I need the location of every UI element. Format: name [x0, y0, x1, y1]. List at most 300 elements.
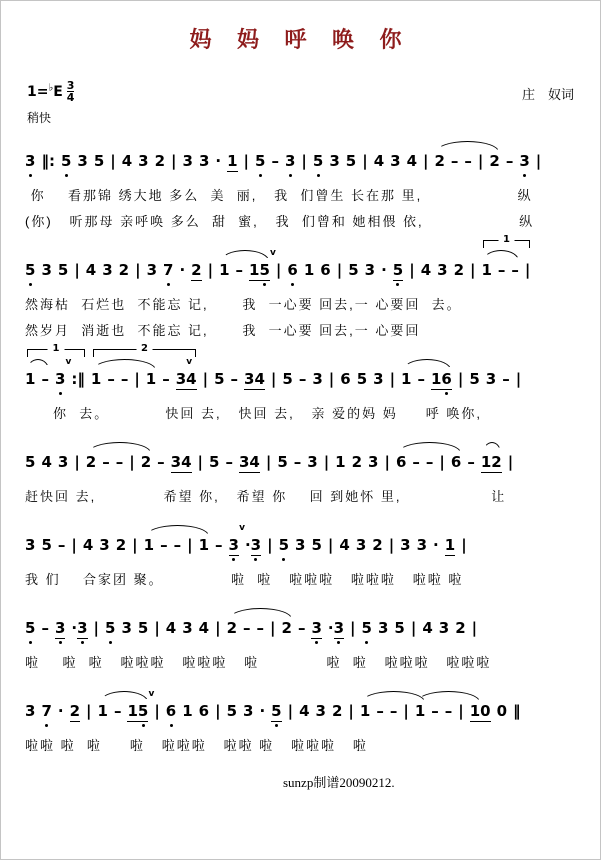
- note: 2: [489, 152, 499, 178]
- breath-mark: v: [239, 523, 245, 533]
- octave-spacer: [119, 281, 129, 287]
- barline: |: [74, 261, 79, 287]
- low-octave-dot: [41, 722, 51, 728]
- octave-spacer: [134, 390, 139, 396]
- octave-spacer: [215, 639, 220, 645]
- note: 4: [299, 702, 309, 728]
- octave-spacer: [179, 281, 185, 287]
- note: 6: [340, 370, 350, 396]
- note: 4: [83, 536, 93, 562]
- octave-spacer: [282, 390, 292, 396]
- barline: |: [478, 152, 483, 178]
- octave-spacer: [328, 556, 333, 562]
- barline: |: [350, 619, 355, 645]
- note: 4: [254, 370, 264, 396]
- octave-spacer: [400, 556, 410, 562]
- note: 3: [58, 453, 68, 479]
- octave-spacer: [421, 281, 431, 287]
- note: 3: [171, 453, 181, 479]
- note: 3 v: [55, 370, 65, 396]
- note: 2: [155, 152, 165, 178]
- octave-spacer: [162, 390, 170, 396]
- time-signature: $\frac{3}{4}$: [66, 79, 75, 104]
- music-line: [25, 680, 590, 754]
- note: 3: [285, 152, 295, 178]
- note: 1: [431, 370, 441, 396]
- octave-spacer: [181, 473, 191, 479]
- note: 1: [304, 261, 314, 287]
- note: ·: [71, 619, 77, 645]
- low-octave-dot: [393, 281, 403, 287]
- octave-spacer: [356, 556, 366, 562]
- note: 5: [227, 702, 237, 728]
- octave-spacer: [439, 639, 449, 645]
- octave-spacer: [455, 639, 465, 645]
- transcriber-credit: sunzp制谱20090212.: [283, 775, 395, 790]
- octave-spacer: [215, 172, 221, 178]
- octave-spacer: [365, 281, 375, 287]
- octave-spacer: [350, 639, 355, 645]
- octave-spacer: [434, 172, 444, 178]
- note: 5: [313, 152, 323, 178]
- octave-spacer: [243, 722, 253, 728]
- note: –: [299, 370, 307, 396]
- octave-spacer: [41, 639, 49, 645]
- octave-spacer: [409, 281, 414, 287]
- barline: |: [348, 702, 353, 728]
- octave-spacer: [426, 473, 434, 479]
- octave-spacer: [191, 281, 201, 287]
- octave-spacer: [144, 556, 154, 562]
- note: 1: [146, 370, 156, 396]
- lyrics-row: 然海枯 石烂也 不能忘 记, 我 一心要 回去,一 心要回 去。: [25, 297, 462, 312]
- note: 6: [199, 702, 209, 728]
- barline: |: [324, 453, 329, 479]
- octave-spacer: [339, 556, 349, 562]
- octave-spacer: [147, 281, 157, 287]
- octave-spacer: [116, 556, 126, 562]
- barline: |: [187, 536, 192, 562]
- note: 3: [519, 152, 529, 178]
- lyrics-row: 赶快回 去, 希望 你, 希望 你 回 到她怀 里, 让: [25, 489, 507, 504]
- barline: |: [329, 370, 334, 396]
- octave-spacer: [389, 556, 394, 562]
- barline: |: [132, 536, 137, 562]
- note: 4: [166, 619, 176, 645]
- octave-spacer: [348, 281, 358, 287]
- octave-spacer: [186, 390, 196, 396]
- octave-spacer: [320, 281, 330, 287]
- note: 3: [400, 536, 410, 562]
- note: –: [294, 453, 302, 479]
- octave-spacer: [396, 473, 406, 479]
- octave-spacer: [458, 722, 463, 728]
- octave-spacer: [187, 556, 192, 562]
- slur-arc: [483, 442, 501, 453]
- note: ·: [328, 619, 334, 645]
- note: 5: [394, 619, 404, 645]
- music-line: [25, 130, 590, 230]
- note: –: [298, 619, 306, 645]
- note: 4: [199, 619, 209, 645]
- barline: |: [71, 536, 76, 562]
- barline: |: [458, 702, 463, 728]
- octave-spacer: [431, 390, 441, 396]
- octave-spacer: [155, 172, 165, 178]
- barline: |: [472, 619, 477, 645]
- low-octave-dot: [255, 172, 265, 178]
- octave-spacer: [536, 172, 541, 178]
- note: 5: [346, 152, 356, 178]
- octave-spacer: [41, 281, 51, 287]
- lyrics-row: 啦 啦 啦 啦啦啦 啦啦啦 啦 啦 啦 啦啦啦 啦啦啦: [25, 655, 492, 670]
- note: 1: [481, 453, 491, 479]
- note: 6: [451, 453, 461, 479]
- octave-spacer: [160, 556, 168, 562]
- music-line: [25, 234, 590, 339]
- low-octave-dot: [519, 172, 529, 178]
- note: 5: [362, 619, 372, 645]
- barline: |: [203, 370, 208, 396]
- octave-spacer: [516, 390, 521, 396]
- octave-spacer: [25, 473, 35, 479]
- note: 5: [255, 152, 265, 178]
- tempo-marking: 稍快: [27, 111, 52, 125]
- octave-spacer: [357, 390, 367, 396]
- octave-spacer: [376, 722, 384, 728]
- octave-spacer: [491, 473, 501, 479]
- note: 1: [481, 261, 491, 287]
- barline: |: [328, 536, 333, 562]
- note: –: [506, 152, 514, 178]
- note: 2: [86, 453, 96, 479]
- octave-spacer: [467, 473, 475, 479]
- octave-spacer: [472, 639, 477, 645]
- octave-spacer: [127, 722, 137, 728]
- note: ·: [245, 536, 251, 562]
- barline: |: [384, 453, 389, 479]
- octave-spacer: [525, 281, 530, 287]
- barline: |: [390, 370, 395, 396]
- octave-spacer: [486, 390, 496, 396]
- low-octave-dot: [362, 639, 372, 645]
- octave-spacer: [407, 172, 417, 178]
- octave-spacer: [176, 390, 186, 396]
- note: –: [231, 370, 239, 396]
- breath-mark: v: [148, 689, 155, 699]
- octave-spacer: [372, 556, 382, 562]
- slur-arc: [93, 359, 156, 370]
- note: 4: [407, 152, 417, 178]
- low-octave-dot: [311, 639, 321, 645]
- note: –: [243, 619, 251, 645]
- octave-spacer: [227, 722, 237, 728]
- note: –: [511, 261, 519, 287]
- note: 4: [186, 370, 196, 396]
- octave-spacer: [102, 473, 110, 479]
- octave-spacer: [348, 722, 353, 728]
- octave-spacer: [417, 390, 425, 396]
- barline: |: [337, 261, 342, 287]
- notation-row: [25, 523, 590, 562]
- note: 3 v: [229, 536, 239, 562]
- octave-spacer: [199, 556, 209, 562]
- octave-spacer: [511, 281, 519, 287]
- note: –: [174, 536, 182, 562]
- note: 1: [335, 453, 345, 479]
- slur-arc: [88, 442, 151, 453]
- octave-spacer: [129, 473, 134, 479]
- note: 1: [144, 536, 154, 562]
- barline: |: [94, 619, 99, 645]
- note: 1: [219, 261, 229, 287]
- note: 3: [295, 536, 305, 562]
- octave-spacer: [70, 722, 80, 728]
- octave-spacer: [257, 639, 265, 645]
- note: 3: [486, 370, 496, 396]
- low-octave-dot: [25, 639, 35, 645]
- note: –: [102, 453, 110, 479]
- note: 5 v: [259, 261, 269, 287]
- note: 3 v: [176, 370, 186, 396]
- slur-arc: [362, 691, 425, 702]
- slur-arc: [221, 250, 269, 261]
- barline: |: [288, 702, 293, 728]
- octave-spacer: [74, 281, 79, 287]
- note: 5: [277, 453, 287, 479]
- note: 5: [105, 619, 115, 645]
- note: 5: [138, 619, 148, 645]
- note: 5: [357, 370, 367, 396]
- note: 4: [374, 152, 384, 178]
- note: 5: [393, 261, 403, 287]
- octave-spacer: [58, 722, 64, 728]
- barline: |: [267, 536, 272, 562]
- note: 5 v: [138, 702, 148, 728]
- barline: |: [516, 370, 521, 396]
- note: 1: [199, 536, 209, 562]
- octave-spacer: [352, 473, 362, 479]
- note: 5: [61, 152, 71, 178]
- octave-spacer: [146, 390, 156, 396]
- octave-spacer: [71, 390, 85, 396]
- note: –: [215, 536, 223, 562]
- barline: |: [266, 453, 271, 479]
- barline: |: [301, 152, 306, 178]
- low-octave-dot: [55, 390, 65, 396]
- breath-mark: v: [186, 357, 193, 367]
- note: ·: [179, 261, 185, 287]
- score: [1, 130, 600, 754]
- note: –: [417, 370, 425, 396]
- octave-spacer: [138, 172, 148, 178]
- octave-spacer: [86, 281, 96, 287]
- octave-spacer: [422, 639, 432, 645]
- octave-spacer: [98, 722, 108, 728]
- octave-spacer: [121, 390, 129, 396]
- note: 3: [41, 261, 51, 287]
- barline: |: [271, 370, 276, 396]
- note: 3: [147, 261, 157, 287]
- low-octave-dot: [166, 722, 176, 728]
- key-signature: 1=♭E: [27, 81, 63, 100]
- octave-spacer: [276, 281, 281, 287]
- octave-spacer: [378, 639, 388, 645]
- octave-spacer: [166, 639, 176, 645]
- note: 3: [55, 619, 65, 645]
- octave-spacer: [215, 556, 223, 562]
- barline: |: [129, 453, 134, 479]
- octave-spacer: [267, 556, 272, 562]
- note: 5: [94, 152, 104, 178]
- octave-spacer: [437, 281, 447, 287]
- note: 0: [480, 702, 490, 728]
- octave-spacer: [209, 473, 219, 479]
- note: 2: [352, 453, 362, 479]
- octave-spacer: [470, 722, 480, 728]
- octave-spacer: [304, 281, 314, 287]
- octave-spacer: [384, 473, 389, 479]
- barline: |: [74, 453, 79, 479]
- note: 3: [183, 152, 193, 178]
- octave-spacer: [294, 473, 302, 479]
- slur-arc: [398, 442, 461, 453]
- barline: |: [439, 453, 444, 479]
- note: 3: [199, 152, 209, 178]
- note: 3: [312, 370, 322, 396]
- barline: ‖:: [41, 152, 55, 178]
- octave-spacer: [157, 473, 165, 479]
- notation-row: [25, 453, 590, 479]
- barline: |: [508, 453, 513, 479]
- octave-spacer: [58, 281, 68, 287]
- barline: |: [423, 152, 428, 178]
- octave-spacer: [244, 390, 254, 396]
- note: 7: [163, 261, 173, 287]
- octave-spacer: [227, 639, 237, 645]
- octave-spacer: [135, 281, 140, 287]
- note: –: [376, 702, 384, 728]
- octave-spacer: [332, 722, 342, 728]
- octave-spacer: [390, 722, 398, 728]
- octave-spacer: [171, 473, 181, 479]
- slur-arc: [483, 250, 519, 261]
- low-octave-dot: [313, 172, 323, 178]
- octave-spacer: [451, 473, 461, 479]
- low-octave-dot: [61, 172, 71, 178]
- note: 3: [329, 152, 339, 178]
- octave-spacer: [219, 281, 229, 287]
- low-octave-dot: [77, 639, 87, 645]
- barline: |: [110, 152, 115, 178]
- note: 2: [332, 702, 342, 728]
- note: 5: [311, 536, 321, 562]
- note: 0: [497, 702, 507, 728]
- octave-spacer: [41, 556, 51, 562]
- low-octave-dot: [285, 172, 295, 178]
- music-line: [25, 343, 590, 422]
- octave-spacer: [301, 172, 306, 178]
- note: –: [41, 619, 49, 645]
- octave-spacer: [102, 281, 112, 287]
- note: 5: [25, 619, 35, 645]
- octave-spacer: [99, 556, 109, 562]
- note: 1: [401, 370, 411, 396]
- low-octave-dot: [25, 172, 35, 178]
- note: 5: [279, 536, 289, 562]
- octave-spacer: [203, 390, 208, 396]
- barline: |: [362, 152, 367, 178]
- volta-number: 1: [48, 343, 65, 355]
- octave-spacer: [122, 172, 132, 178]
- octave-spacer: [508, 473, 513, 479]
- lyricist-credit: 庄 奴词: [521, 87, 574, 102]
- music-line: [25, 514, 590, 588]
- low-octave-dot: [271, 722, 281, 728]
- note: ·: [215, 152, 221, 178]
- barline: ‖: [513, 702, 521, 728]
- low-octave-dot: [138, 722, 148, 728]
- note: –: [116, 453, 124, 479]
- note: 1: [182, 702, 192, 728]
- octave-spacer: [445, 722, 453, 728]
- octave-spacer: [86, 722, 91, 728]
- note: –: [236, 261, 244, 287]
- octave-spacer: [282, 639, 292, 645]
- barline: |: [135, 261, 140, 287]
- low-octave-dot: [441, 390, 451, 396]
- note: 3: [417, 536, 427, 562]
- note: 2: [372, 536, 382, 562]
- low-octave-dot: [55, 639, 65, 645]
- note: 3: [356, 536, 366, 562]
- barline: |: [409, 261, 414, 287]
- octave-spacer: [249, 281, 259, 287]
- octave-spacer: [83, 556, 93, 562]
- octave-spacer: [478, 172, 483, 178]
- note: –: [121, 370, 129, 396]
- slur-arc: [417, 691, 480, 702]
- low-octave-dot: [287, 281, 297, 287]
- volta-bracket: [483, 234, 530, 248]
- barline: |: [470, 261, 475, 287]
- octave-spacer: [74, 473, 79, 479]
- octave-spacer: [423, 172, 428, 178]
- low-octave-dot: [25, 281, 35, 287]
- octave-spacer: [417, 556, 427, 562]
- octave-spacer: [25, 390, 35, 396]
- note: 7: [41, 702, 51, 728]
- octave-spacer: [403, 722, 408, 728]
- note: 3: [373, 370, 383, 396]
- octave-spacer: [461, 556, 466, 562]
- octave-spacer: [154, 722, 159, 728]
- note: 3: [334, 619, 344, 645]
- octave-spacer: [480, 722, 490, 728]
- octave-spacer: [360, 722, 370, 728]
- octave-spacer: [277, 473, 287, 479]
- note: 2: [119, 261, 129, 287]
- octave-spacer: [58, 473, 68, 479]
- note: 3: [316, 702, 326, 728]
- octave-spacer: [312, 390, 322, 396]
- note: 2: [455, 619, 465, 645]
- lyrics-row: 我 们 合家团 聚。 啦 啦 啦啦啦 啦啦啦 啦啦 啦: [25, 572, 464, 587]
- breath-mark: v: [65, 357, 72, 367]
- octave-spacer: [243, 639, 251, 645]
- note: 2: [491, 453, 501, 479]
- barline: |: [403, 702, 408, 728]
